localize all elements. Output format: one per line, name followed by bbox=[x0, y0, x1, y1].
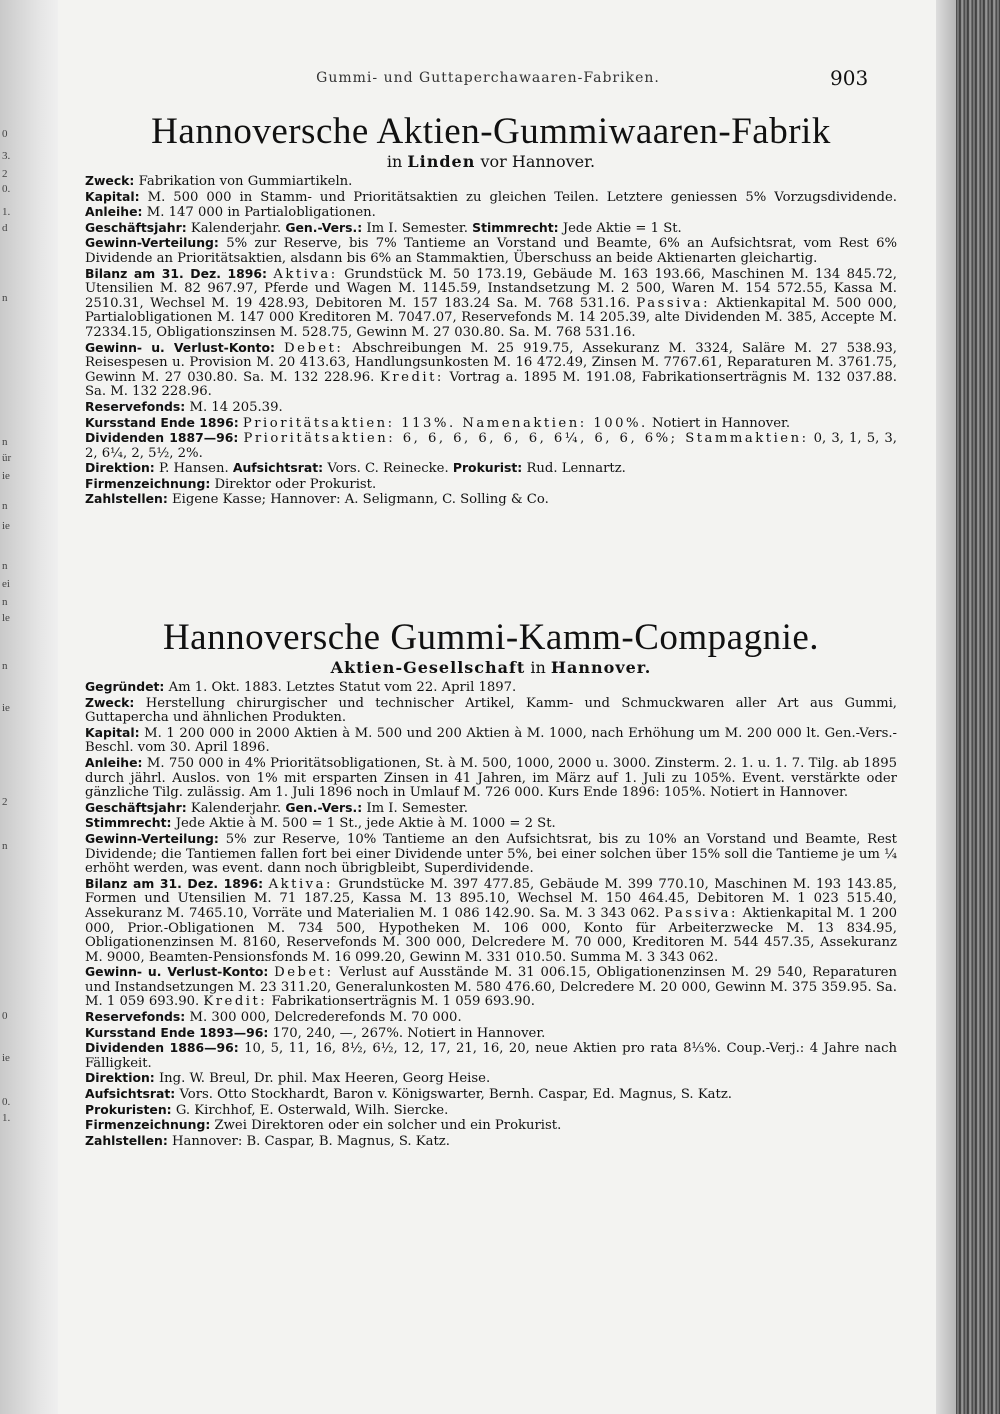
page-number: 903 bbox=[830, 66, 869, 90]
left-margin-bleedthrough bbox=[0, 0, 58, 1414]
field-label: Reservefonds: bbox=[85, 1009, 186, 1025]
field-label: Zweck: bbox=[85, 173, 135, 188]
field-firmenzeichnung bbox=[85, 1118, 897, 1134]
field-text: Zwei Direktoren oder ein solcher und ein Prokurist. bbox=[214, 1118, 562, 1134]
margin-fragment: ür bbox=[2, 452, 12, 464]
field-label: Geschäftsjahr: bbox=[85, 219, 187, 235]
field-text: Direktor oder Prokurist. bbox=[214, 476, 377, 492]
field-label: Firmenzeichnung: bbox=[85, 1117, 211, 1133]
subtitle-city: Hannover. bbox=[550, 658, 652, 677]
margin-fragment: n bbox=[2, 292, 8, 304]
field-geschaeftsjahr bbox=[85, 801, 897, 817]
margin-fragment: 1. bbox=[2, 206, 11, 218]
field-label: Prokurist: bbox=[452, 460, 523, 476]
field-label: Kapital: bbox=[85, 188, 140, 204]
field-label: Direktion: bbox=[85, 1070, 155, 1086]
binding-shadow bbox=[936, 0, 956, 1414]
field-text: Rud. Lennartz. bbox=[526, 461, 626, 477]
field-text: G. Kirchhof, E. Osterwald, Wilh. Siercke. bbox=[175, 1102, 449, 1118]
field-label: Gewinn-Verteilung: bbox=[85, 830, 219, 846]
company-entry-hannoversche-gummi-kamm-compagnie bbox=[85, 618, 897, 1149]
field-text: Notiert in Hannover. bbox=[651, 415, 791, 431]
field-text: M. 300 000, Delcrederefonds M. 70 000. bbox=[189, 1010, 462, 1026]
entry-title: Hannoversche Aktien-Gummiwaaren-Fabrik bbox=[151, 111, 831, 152]
field-label: Prokuristen: bbox=[85, 1101, 172, 1117]
field-label: Aufsichtsrat: bbox=[232, 460, 324, 476]
field-label: Anleihe: bbox=[85, 754, 143, 770]
field-label: Zahlstellen: bbox=[85, 491, 168, 507]
field-label: Reservefonds: bbox=[85, 398, 186, 414]
passiva-label: Passiva: bbox=[664, 905, 738, 921]
field-label: Kapital: bbox=[85, 724, 140, 740]
field-label: Firmenzeichnung: bbox=[85, 475, 211, 491]
field-dividenden bbox=[85, 431, 897, 461]
field-text: Im I. Semester. bbox=[366, 220, 468, 236]
field-text: Im I. Semester. bbox=[366, 800, 468, 816]
book-page bbox=[58, 0, 936, 1414]
field-bilanz bbox=[85, 877, 897, 966]
field-label: Zweck: bbox=[85, 694, 135, 710]
field-kursstand bbox=[85, 416, 897, 432]
aktiva-label: Aktiva: bbox=[268, 876, 333, 892]
debet-text: Verlust auf Ausstände M. 31 006.15, Obligationenzinsen M. 29 540, Reparaturen und Instandsetzungen M. 23 311.20, Generalunkosten M. 580 476.60, Delcredere M. 20 000, Gewinn M. 375 359.95. Sa. M. 1 059 693.90. bbox=[85, 965, 897, 1010]
field-text: M. 750 000 in 4% Prioritätsobligationen, St. à M. 500, 1000, 2000 u. 3000. Zinsterm. 2. 1. u. 1. 7. Tilg. ab 1895 durch jährl. Auslos. von 1% mit ersparten Zinsen in 41 Jahren, im März auf 1. Juli zu 105%. Event. verstärkte oder gänzliche Tilg. zulässig. Am 1. Juli 1896 noch in Umlauf M. 726 000. Kurs Ende 1896: 105%. Notiert in Hannover. bbox=[85, 755, 897, 801]
margin-fragment: n bbox=[2, 436, 8, 448]
field-zweck bbox=[85, 174, 897, 190]
field-label: Bilanz am 31. Dez. 1896: bbox=[85, 875, 264, 891]
field-label: Gegründet: bbox=[85, 679, 165, 694]
field-aufsichtsrat bbox=[85, 1087, 897, 1103]
page-stack-edge bbox=[956, 0, 1000, 1414]
company-entry-hannoversche-aktien-gummiwaaren-fabrik bbox=[85, 112, 897, 508]
passiva-label: Passiva: bbox=[636, 295, 711, 311]
field-label: Dividenden 1887—96: bbox=[85, 430, 239, 446]
aktiva-label: Aktiva: bbox=[273, 266, 338, 282]
field-text: 170, 240, —, 267%. Notiert in Hannover. bbox=[272, 1025, 546, 1041]
field-text: 0, 3, 1, 5, 3, 2, 6¼, 2, 5½, 2%. bbox=[85, 431, 897, 461]
passiva-text: Aktienkapital M. 500 000, Partialobligationen M. 147 000 Kreditoren M. 7047.07, Reservefonds M. 14 205.39, alte Dividenden M. 385, Accepte M. 72334.15, Obligationszinsen M. 528.75, Gewinn M. 27 030.80. Sa. M. 768 531.16. bbox=[85, 295, 897, 340]
field-anleihe bbox=[85, 756, 897, 801]
subtitle-suffix: vor Hannover. bbox=[480, 152, 596, 171]
margin-fragment: n bbox=[2, 660, 8, 672]
margin-fragment: 2 bbox=[2, 168, 8, 180]
field-label: Kursstand Ende 1893—96: bbox=[85, 1024, 269, 1040]
margin-fragment: 0. bbox=[2, 183, 11, 195]
field-text: Jede Aktie à M. 500 = 1 St., jede Aktie à M. 1000 = 2 St. bbox=[175, 816, 556, 832]
margin-fragment: ie bbox=[2, 470, 10, 482]
field-label: Gen.-Vers.: bbox=[285, 219, 363, 235]
field-label: Gewinn-Verteilung: bbox=[85, 235, 219, 251]
kredit-label: Kredit: bbox=[203, 994, 268, 1010]
margin-fragment: 1. bbox=[2, 1112, 11, 1124]
field-spaced-text: Prioritätsaktien: 6, 6, 6, 6, 6, 6, 6¼, 6, 6, 6%; Stammaktien: bbox=[243, 431, 809, 447]
field-text: M. 147 000 in Partialobligationen. bbox=[146, 205, 376, 221]
field-direktion bbox=[85, 461, 897, 477]
field-text: 5% zur Reserve, 10% Tantieme an den Aufsichtsrat, bis zu 10% an Vorstand und Beamte, Rest Dividende; die Tantiemen fallen fort bei einer Dividende unter 5%, bei einer solchen über 15% soll die Tantieme je um ¼ erhöht werden, was event. dann noch übrigbleibt, Superdividende. bbox=[85, 831, 897, 877]
margin-fragment: ie bbox=[2, 1052, 10, 1064]
margin-fragment: ie bbox=[2, 520, 10, 532]
debet-text: Abschreibungen M. 25 919.75, Assekuranz M. 3324, Saläre M. 27 538.93, Reisespesen u. Provision M. 20 413.63, Handlungsunkosten M. 16 472.49, Zinsen M. 7767.61, Reparaturen M. 3761.75, Gewinn M. 27 030.80. Sa. M. 132 228.96. bbox=[85, 340, 897, 385]
field-direktion bbox=[85, 1071, 897, 1087]
margin-fragment: 0. bbox=[2, 1096, 11, 1108]
field-text: M. 1 200 000 in 2000 Aktien à M. 500 und 200 Aktien à M. 1000, nach Erhöhung um M. 200 000 lt. Gen.-Vers.-Beschl. vom 30. April 1896. bbox=[85, 725, 897, 756]
field-label: Dividenden 1886—96: bbox=[85, 1040, 239, 1056]
margin-fragment: n bbox=[2, 500, 8, 512]
field-geschaeftsjahr bbox=[85, 221, 897, 237]
field-label: Direktion: bbox=[85, 460, 155, 476]
margin-fragment: ie bbox=[2, 702, 10, 714]
field-text: M. 14 205.39. bbox=[189, 399, 283, 415]
field-label: Zahlstellen: bbox=[85, 1132, 168, 1148]
margin-fragment: 3. bbox=[2, 150, 11, 162]
field-text: Kalenderjahr. bbox=[190, 220, 282, 236]
passiva-text: Aktienkapital M. 1 200 000, Prior.-Obligationen M. 734 500, Hypotheken M. 106 000, Konto für Arbeiterzwecke M. 13 834.95, Obligationenzinsen M. 8160, Reservefonds M. 300 000, Delcredere M. 70 000, Kreditoren M. 544 457.35, Assekuranz M. 9000, Beamten-Pensionsfonds M. 16 099.20, Gewinn M. 331 010.50. Summa M. 3 343 062. bbox=[85, 905, 897, 965]
field-text: Hannover: B. Caspar, B. Magnus, S. Katz. bbox=[172, 1133, 450, 1149]
field-kapital bbox=[85, 190, 897, 221]
field-reservefonds bbox=[85, 1010, 897, 1026]
field-gewinn-verlust-konto bbox=[85, 341, 897, 400]
margin-fragment: n bbox=[2, 596, 8, 608]
field-text: Eigene Kasse; Hannover: A. Seligmann, C. Solling & Co. bbox=[172, 492, 549, 508]
kredit-text: Vortrag a. 1895 M. 191.08, Fabrikationserträgnis M. 132 037.88. Sa. M. 132 228.96. bbox=[85, 369, 897, 400]
field-gegruendet bbox=[85, 680, 897, 696]
field-text: 10, 5, 11, 16, 8½, 6½, 12, 17, 21, 16, 20, neue Aktien pro rata 8⅓%. Coup.-Verj.: 4 Jahre nach Fälligkeit. bbox=[85, 1041, 897, 1071]
field-reservefonds bbox=[85, 400, 897, 416]
margin-fragment: d bbox=[2, 222, 8, 234]
margin-fragment: 0 bbox=[2, 128, 8, 140]
field-kapital bbox=[85, 726, 897, 756]
field-text: Kalenderjahr. bbox=[190, 800, 282, 816]
margin-fragment: le bbox=[2, 612, 10, 624]
margin-fragment: 0 bbox=[2, 1010, 8, 1022]
field-label: Aufsichtsrat: bbox=[85, 1086, 176, 1102]
field-label: Kursstand Ende 1896: bbox=[85, 414, 239, 430]
field-text: Vors. Otto Stockhardt, Baron v. Königswarter, Bernh. Caspar, Ed. Magnus, S. Katz. bbox=[179, 1087, 732, 1103]
field-label: Anleihe: bbox=[85, 204, 143, 220]
debet-label: Debet: bbox=[274, 965, 334, 981]
kredit-text: Fabrikationserträgnis M. 1 059 693.90. bbox=[271, 994, 535, 1010]
kredit-label: Kredit: bbox=[379, 369, 444, 385]
field-gewinn-verlust-konto bbox=[85, 965, 897, 1010]
field-label: Gewinn- u. Verlust-Konto: bbox=[85, 964, 269, 980]
field-text: M. 500 000 in Stamm- und Prioritätsaktien zu gleichen Teilen. Letztere geniessen 5% Vorzugsdividende. bbox=[147, 189, 897, 205]
field-text: Jede Aktie = 1 St. bbox=[562, 220, 682, 236]
entry-subtitle bbox=[85, 658, 897, 678]
margin-fragment: n bbox=[2, 840, 8, 852]
entry-subtitle bbox=[85, 152, 897, 172]
field-zahlstellen bbox=[85, 1134, 897, 1150]
field-text: P. Hansen. bbox=[158, 461, 229, 477]
field-spaced-text: Prioritätsaktien: 113%. Namenaktien: 100%. bbox=[242, 415, 648, 431]
field-label: Stimmrecht: bbox=[472, 219, 559, 235]
subtitle-mid: in bbox=[530, 658, 546, 677]
field-zahlstellen bbox=[85, 492, 897, 508]
field-label: Gewinn- u. Verlust-Konto: bbox=[85, 339, 275, 355]
aktiva-text: Grundstücke M. 397 477.85, Gebäude M. 399 770.10, Maschinen M. 193 143.85, Formen und Utensilien M. 71 187.25, Kassa M. 13 895.10, Wechsel M. 150 464.45, Debitoren M. 1 023 515.40, Assekuranz M. 7465.10, Vorräte und Materialien M. 1 086 142.90. Sa. M. 3 343 062. bbox=[85, 876, 897, 921]
field-label: Gen.-Vers.: bbox=[285, 799, 363, 815]
field-label: Geschäftsjahr: bbox=[85, 799, 187, 815]
running-head: Gummi- und Guttaperchawaaren-Fabriken. bbox=[316, 70, 660, 86]
field-zweck bbox=[85, 696, 897, 726]
margin-fragment: 2 bbox=[2, 796, 8, 808]
subtitle-city: Linden bbox=[407, 152, 476, 171]
field-label: Stimmrecht: bbox=[85, 815, 172, 831]
debet-label: Debet: bbox=[284, 340, 344, 356]
margin-fragment: n bbox=[2, 560, 8, 572]
field-text: Vors. C. Reinecke. bbox=[327, 461, 449, 477]
subtitle-prefix: Aktien-Gesellschaft bbox=[330, 658, 526, 677]
margin-fragment: ei bbox=[2, 578, 10, 590]
entry-title: Hannoversche Gummi-Kamm-Compagnie. bbox=[162, 617, 820, 658]
field-firmenzeichnung bbox=[85, 477, 897, 493]
field-prokuristen bbox=[85, 1103, 897, 1119]
field-kursstand bbox=[85, 1026, 897, 1042]
field-text: Ing. W. Breul, Dr. phil. Max Heeren, Georg Heise. bbox=[158, 1071, 491, 1087]
field-bilanz bbox=[85, 267, 897, 341]
aktiva-text: Grundstück M. 50 173.19, Gebäude M. 163 193.66, Maschinen M. 134 845.72, Utensilien M. 82 967.97, Pferde und Wagen M. 1145.59, Instandsetzung M. 2 500, Waren M. 154 572.55, Kassa M. 2510.31, Wechsel M. 19 428.93, Debitoren M. 157 183.24 Sa. M. 768 531.16. bbox=[85, 266, 897, 311]
field-text: 5% zur Reserve, bis 7% Tantieme an Vorstand und Beamte, 6% an Aufsichtsrat, vom Rest 6% Dividende an Prioritätsaktien, alsdann bis 6% an Stammaktien, Überschuss an beide Aktienarten gleichartig. bbox=[85, 236, 897, 266]
field-dividenden bbox=[85, 1041, 897, 1071]
field-text: Herstellung chirurgischer und technischer Artikel, Kamm- und Schmuckwaren aller Art aus Gummi, Guttapercha und ähnlichen Produkten. bbox=[85, 695, 897, 726]
field-text: Am 1. Okt. 1883. Letztes Statut vom 22. April 1897. bbox=[168, 680, 517, 695]
subtitle-prefix: in bbox=[386, 152, 403, 171]
field-label: Bilanz am 31. Dez. 1896: bbox=[85, 265, 267, 281]
field-gewinn-verteilung bbox=[85, 236, 897, 266]
field-gewinn-verteilung bbox=[85, 832, 897, 877]
field-stimmrecht bbox=[85, 816, 897, 832]
field-text: Fabrikation von Gummiartikeln. bbox=[138, 174, 353, 189]
